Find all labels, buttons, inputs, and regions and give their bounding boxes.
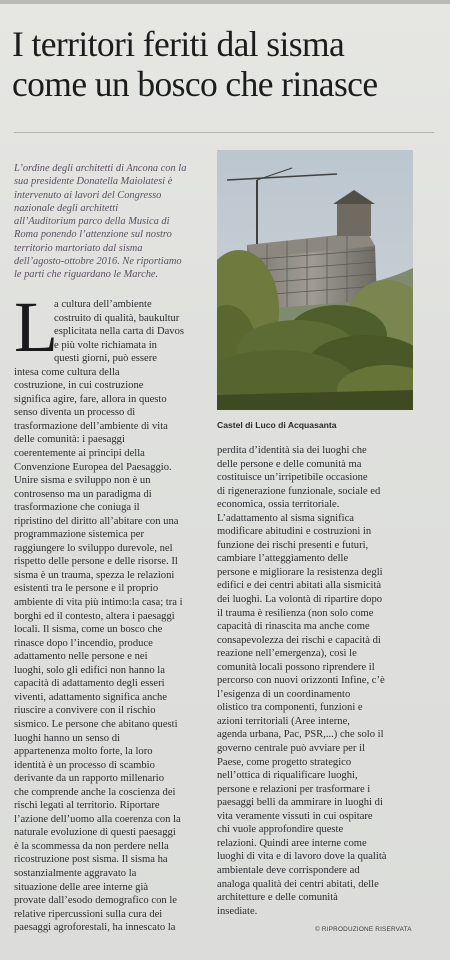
text-line: capacità di rinascita ma anche come <box>217 621 370 633</box>
text-line: ambientale deve corrispondere ad <box>217 864 360 876</box>
text-line: situazione delle aree interne già <box>14 881 149 893</box>
intro-line: le parti che riguardano le Marche. <box>14 269 159 281</box>
text-line: relazioni. Quindi aree interne come <box>217 837 367 849</box>
top-rule <box>0 0 450 4</box>
headline-line: come un bosco che rinasce <box>12 64 378 104</box>
text-line: e più volte richiamata in <box>54 339 157 351</box>
text-line: esistenti tra le persone e il proprio <box>14 583 159 595</box>
copyright-notice: © RIPRODUZIONE RISERVATA <box>315 926 412 933</box>
text-line: identità è un processo di scambio <box>14 759 155 771</box>
intro-line: sua presidente Donatella Maiolatesi è <box>14 176 173 188</box>
text-line: cambiare l’atteggiamento delle <box>217 553 349 565</box>
text-line: costruzione, in cui costruzione <box>14 380 144 392</box>
text-line: comunità locali possono riprendere il <box>217 661 375 673</box>
text-line: ambiente di vita più intimo:la casa; tra i <box>14 597 183 609</box>
text-line: olistico tra componenti, funzioni e <box>217 702 363 714</box>
text-line: relative ripercussioni sulla cura dei <box>14 908 163 920</box>
text-line: governo centrale può avviare per il <box>217 743 365 755</box>
text-line: provate dall’esodo demografico con le <box>14 895 177 907</box>
text-line: programmazione sistemica per <box>14 529 145 541</box>
text-line: chi vuole approfondire queste <box>217 824 344 836</box>
text-line: paesaggi belli da ammirare in luoghi di <box>217 797 383 809</box>
text-line: adattamento nelle persone e nei <box>14 651 148 663</box>
text-line: persone e migliorare la resistenza degli <box>217 566 383 578</box>
text-line: naturale evoluzione di questi paesaggi <box>14 827 176 839</box>
text-line: che comprende anche la coscienza dei <box>14 786 176 798</box>
headline-line: I territori feriti dal sisma <box>12 24 345 64</box>
text-line: modificare abitudini e costruzioni in <box>217 526 372 538</box>
text-line: luoghi, solo gli edifici non hanno la <box>14 664 165 676</box>
text-line: delle comunità: i paesaggi <box>14 434 125 446</box>
text-line: delle persone e delle comunità ma <box>217 458 362 470</box>
text-line: controsenso ma un paradigma di <box>14 488 152 500</box>
text-line: di rigenerazione funzionale, sociale ed <box>217 485 381 497</box>
text-line: Paese, come progetto strategico <box>217 756 352 768</box>
intro-line: all’Auditorium parco della Musica di <box>14 216 170 228</box>
text-line: esplicitata nella carta di Davos <box>54 326 185 338</box>
text-line: sismico. Le persone che abitano questi <box>14 718 178 730</box>
text-line: agenda urbana, Pac, PSR,...) che solo il <box>217 729 384 741</box>
article-column-2 <box>217 444 429 918</box>
text-line: rispetto delle persone e delle risorse. Il <box>14 556 178 568</box>
text-line: analoga qualità dei centri abitati, delle <box>217 878 379 890</box>
text-line: questi giorni, può essere <box>54 353 157 365</box>
text-line: coerentemente ai principi della <box>14 448 145 460</box>
article-column-1 <box>14 298 212 935</box>
text-line: costituisce un’irripetibile occasione <box>217 472 368 484</box>
text-line: ripristino del diritto all’abitare con una <box>14 515 179 527</box>
text-line: capacità di adattamento degli esseri <box>14 678 165 690</box>
text-line: Unire sisma e sviluppo non è un <box>14 475 151 487</box>
text-line: sisma è un trauma, spezza le relazioni <box>14 569 175 581</box>
text-line: luoghi di vita e di lavoro dove la qualità <box>217 851 387 863</box>
text-line: luoghi hanno un senso di <box>14 732 120 744</box>
headline-divider <box>14 132 434 133</box>
text-line: percorso con nuovi orizzonti Infine, c’è <box>217 675 385 687</box>
text-line: senso diventa un processo di <box>14 407 136 419</box>
intro-line: intervenuto ai lavori del Congresso <box>14 189 162 201</box>
photo-caption: Castel di Luco di Acquasanta <box>217 420 337 430</box>
text-line: borghi ed il contesto, altera i paesaggi <box>14 610 175 622</box>
text-line: Convenzione Europea del Paesaggio. <box>14 461 172 473</box>
text-line: perdita d’identità sia dei luoghi che <box>217 445 367 456</box>
intro-line: territorio martoriato dal sisma <box>14 242 143 254</box>
text-line: azioni territoriali (Aree interne, <box>217 715 350 727</box>
text-line: architetture e delle comunità <box>217 892 338 904</box>
text-line: riuscire a convivere con il rischio <box>14 705 156 717</box>
text-line: rinasce dopo l’incendio, produce <box>14 637 153 649</box>
drop-cap: L <box>14 287 58 367</box>
headline <box>12 24 444 104</box>
text-line: viventi, adattamento significa anche <box>14 691 167 703</box>
text-line: nell’ottica di riqualificare luoghi, <box>217 770 358 782</box>
text-line: ricostruzione post sisma. Il sisma ha <box>14 854 168 866</box>
text-line: trasformazione che coniuga il <box>14 502 140 514</box>
text-line: sostanzialmente aggravato la <box>14 867 137 879</box>
text-line: il trauma è resilienza (non solo come <box>217 607 374 619</box>
intro-line: nazionale degli architetti <box>14 202 119 214</box>
text-line: rischi legati al territorio. Riportare <box>14 800 160 812</box>
text-line: costruito di qualità, baukultur <box>54 312 180 324</box>
text-line: L’adattamento al sisma significa <box>217 512 354 524</box>
text-line: dei luoghi. La volontà di ripartire dopo <box>217 594 383 606</box>
text-line: persone e relazioni per trasformare i <box>217 783 371 795</box>
intro-line: L’ordine degli architetti di Ancona con la <box>14 163 187 174</box>
text-line: locali. Il sisma, come un bosco che <box>14 624 163 636</box>
text-line: insediate. <box>217 905 258 917</box>
text-line: raggiungere lo sviluppo durevole, nel <box>14 542 173 554</box>
text-line: paesaggi agroforestali, ha innescato la <box>14 922 176 934</box>
text-line: intesa come cultura della <box>14 366 120 378</box>
intro-line: dell’agosto-ottobre 2016. Ne riportiamo <box>14 256 182 268</box>
text-line: reazione nell’emergenza), così le <box>217 648 357 660</box>
text-line: economica, ossia territoriale. <box>217 499 340 511</box>
castle-photo <box>217 150 413 410</box>
text-line: funzione dei rischi presenti e futuri, <box>217 539 369 551</box>
intro-paragraph <box>14 162 210 282</box>
intro-line: Roma ponendo l’attenzione sul nostro <box>14 229 172 241</box>
text-line: significa agire, fare, allora in questo <box>14 393 167 405</box>
text-line: vita veramente vissuti in cui ospitare <box>217 810 373 822</box>
text-line: a cultura dell’ambiente <box>54 299 152 310</box>
text-line: l’azione dell’uomo alla coerenza con la <box>14 813 181 825</box>
text-line: derivante da un rapporto millenario <box>14 773 165 785</box>
text-line: edifici e dei centri abitati alla sismicità <box>217 580 382 592</box>
text-line: appartenenza molto forte, la loro <box>14 746 153 758</box>
text-line: trasformazione dell’ambiente di vita <box>14 420 168 432</box>
text-line: è la scommessa da non perdere nella <box>14 840 169 852</box>
text-line: consapevolezza dei rischi e capacità di <box>217 634 381 646</box>
text-line: l’esigenza di un coordinamento <box>217 688 351 700</box>
